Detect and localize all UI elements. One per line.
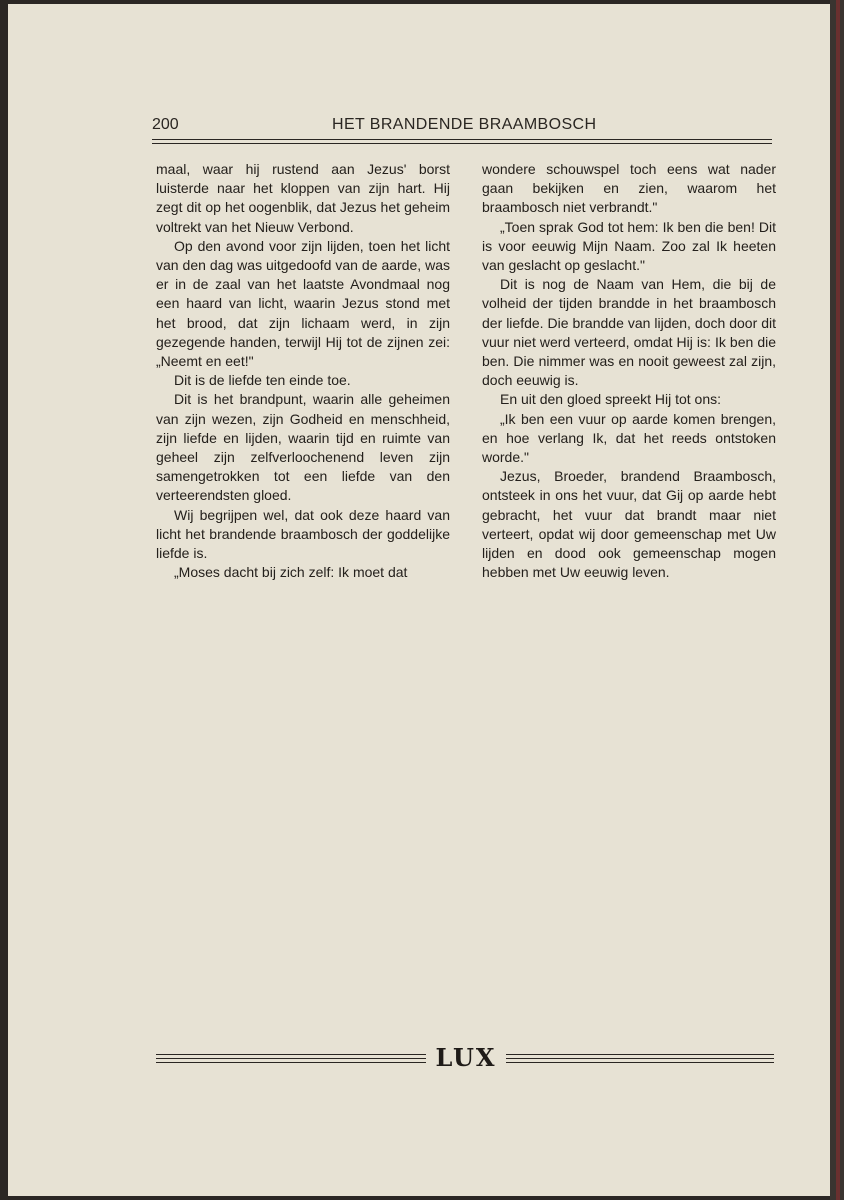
- paragraph: Dit is het brandpunt, waarin alle geheimen van zijn wezen, zijn Godheid en menschheid, zijn liefde en lijden, waarin tijd en ruimte van geheel zijn zelfverloochenend leven zijn samengetrokken tot een liefde van den verteerendsten gloed.: [156, 391, 450, 504]
- footer-rule-left: [156, 1054, 426, 1066]
- header-rule-thin: [152, 143, 772, 144]
- paragraph: „Moses dacht bij zich zelf: Ik moet dat: [174, 564, 408, 581]
- paragraph: maal, waar hij rustend aan Jezus' borst luisterde naar het kloppen van zijn hart. Hij zegt dit op het oogenblik, dat Jezus het geheim voltrekt van het Nieuw Verbond.: [156, 161, 450, 235]
- footer-brand: LUX: [435, 1043, 497, 1072]
- paragraph: En uit den gloed spreekt Hij tot ons:: [500, 391, 722, 408]
- paragraph: wondere schouwspel toch eens wat nader gaan bekijken en zien, waarom het braambosch niet verbrandt.": [482, 161, 776, 216]
- paragraph: „Ik ben een vuur op aarde komen brengen, en hoe verlang Ik, dat het reeds ontstoken worde.": [482, 410, 776, 466]
- page-number: 200: [152, 116, 179, 133]
- paragraph: „Toen sprak God tot hem: Ik ben die ben! Dit is voor eeuwig Mijn Naam. Zoo zal Ik heeten van geslacht op geslacht.": [482, 218, 776, 274]
- binding-spine: [836, 0, 840, 1200]
- left-column: [156, 160, 450, 582]
- paragraph: Dit is de liefde ten einde toe.: [174, 372, 351, 389]
- paragraph: Jezus, Broeder, brandend Braambosch, ontsteek in ons het vuur, dat Gij op aarde hebt gebracht, het vuur dat brandt maar niet verteert, opdat wij door gemeenschap met Uw lijden en dood ook gemeenschap mogen hebben met Uw eeuwig leven.: [482, 468, 776, 581]
- footer-rule-right: [506, 1054, 774, 1066]
- running-header: [152, 116, 772, 138]
- header-rule-thick: [152, 139, 772, 140]
- running-title: HET BRANDENDE BRAAMBOSCH: [332, 116, 597, 133]
- paragraph: Op den avond voor zijn lijden, toen het licht van den dag was uitgedoofd van de aarde, was er in de zaal van het laatste Avondmaal nog een haard van licht, waarin Jezus stond met het brood, dat zijn lichaam werd, in zijn gezegende handen, terwijl Hij tot de zijnen zei: „Neemt en eet!": [156, 237, 450, 370]
- paragraph: Dit is nog de Naam van Hem, die bij de volheid der tijden brandde in het braambosch der liefde. Die brandde van lijden, doch door dit vuur niet werd verteerd, omdat Hij is: Ik ben die ben. Die nimmer was en nooit geweest zal zijn, doch eeuwig is.: [482, 276, 776, 389]
- paragraph: Wij begrijpen wel, dat ook deze haard van licht het brandende braambosch der goddelijke liefde is.: [156, 506, 450, 562]
- footer-ornament: [156, 1043, 774, 1076]
- right-column: [482, 160, 776, 582]
